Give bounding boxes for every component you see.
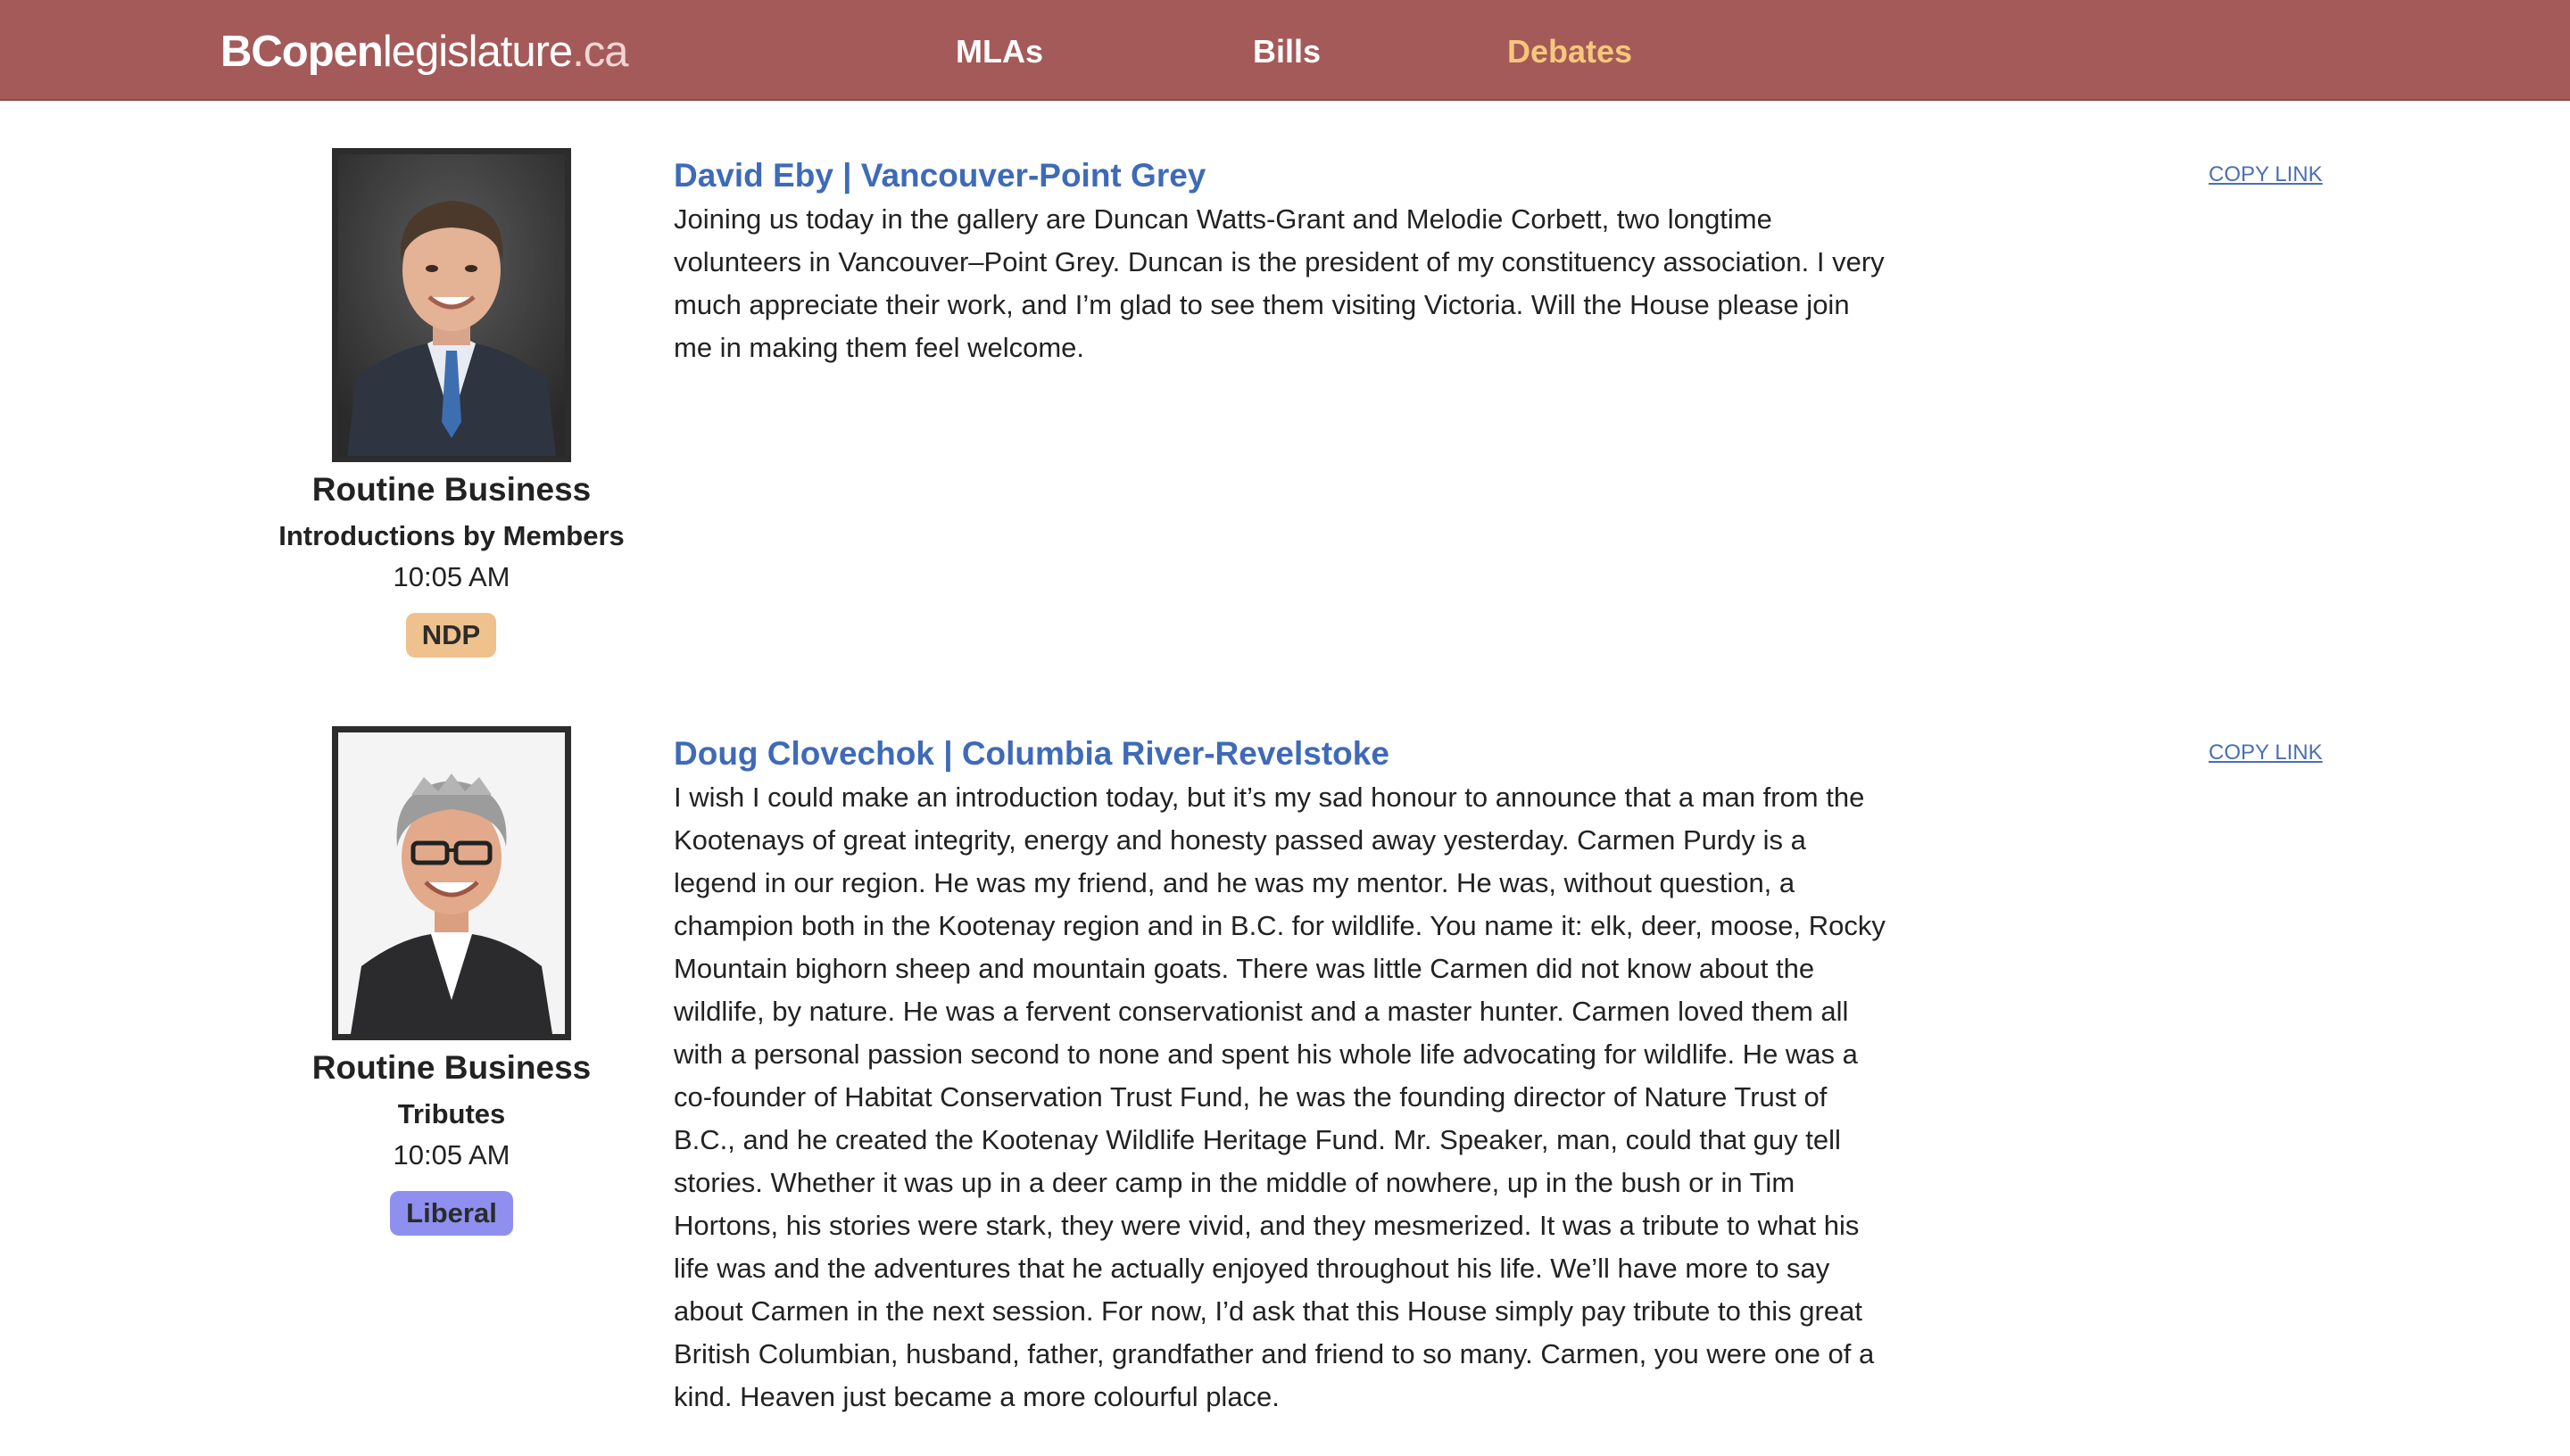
- copy-link-button[interactable]: COPY LINK: [2209, 740, 2323, 765]
- party-badge: NDP: [406, 613, 496, 658]
- entry-subtopic: Tributes: [397, 1098, 506, 1129]
- brand-bold: BCopen: [220, 28, 383, 76]
- entry-topic: Routine Business: [311, 471, 592, 508]
- nav-link-mlas[interactable]: MLAs: [956, 33, 1043, 70]
- site-logo-link[interactable]: [220, 23, 628, 80]
- nav-link-debates[interactable]: Debates: [1507, 33, 1633, 70]
- nav-link-bills[interactable]: Bills: [1253, 33, 1322, 70]
- mla-portrait-photo: [332, 726, 571, 1040]
- copy-link-button[interactable]: COPY LINK: [2209, 162, 2323, 186]
- speech-text: Joining us today in the gallery are Duncan Watts-Grant and Melodie Corbett, two longtime volunteers in Vancouver–Point Grey. Duncan is the president of my constituency association. I very much appreciate their work, and I’m glad to see them visiting Victoria. Will the House please join me in making them feel welcome.: [674, 203, 1885, 363]
- entry-time: 10:05 AM: [393, 1139, 510, 1171]
- brand-tld: .ca: [572, 28, 628, 76]
- mla-portrait-icon: [338, 154, 565, 456]
- speech-text: I wish I could make an introduction today, but it’s my sad honour to announce that a man from the Kootenays of great integrity, energy and honesty passed away yesterday. Carmen Purdy is a legend in our region. He was my friend, and he was my mentor. He was, without question, a champion both in the Kootenay region and in B.C. for wildlife. You name it: elk, deer, moose, Rocky Mountain bighorn sheep and mountain goats. There was little Carmen did not know about the wildlife, by nature. He was a fervent conservationist and a master hunter. Carmen loved them all with a personal passion second to none and spent his whole life advocating for wildlife. He was a co-founder of Habitat Conservation Trust Fund, he was the founding director of Nature Trust of B.C., and he created the Kootenay Wildlife Heritage Fund. Mr. Speaker, man, could that guy tell stories. Whether it was up in a deer camp in the middle of nowhere, up in the bush or in Tim Hortons, his stories were stark, they were vivid, and they mesmerized. It was a tribute to what his life was and the adventures that he actually enjoyed throughout his life. We’ll have more to say about Carmen in the next session. For now, I’d ask that this House simply pay tribute to this great British Columbian, husband, father, grandfather and friend to so many. Carmen, you were one of a kind. Heaven just became a more colourful place.: [674, 782, 1886, 1412]
- entry-subtopic: Introductions by Members: [278, 520, 625, 551]
- mla-portrait-photo: [332, 148, 571, 462]
- top-navbar: [0, 0, 2570, 101]
- mla-portrait-icon: [338, 732, 565, 1034]
- entry-time: 10:05 AM: [393, 561, 510, 592]
- speaker-link[interactable]: Doug Clovechok | Columbia River-Revelstoke: [674, 735, 1389, 772]
- speaker-link[interactable]: David Eby | Vancouver-Point Grey: [674, 157, 1206, 194]
- party-badge: Liberal: [390, 1191, 513, 1236]
- entry-topic: Routine Business: [311, 1049, 592, 1086]
- brand-mid: legislature: [382, 28, 573, 76]
